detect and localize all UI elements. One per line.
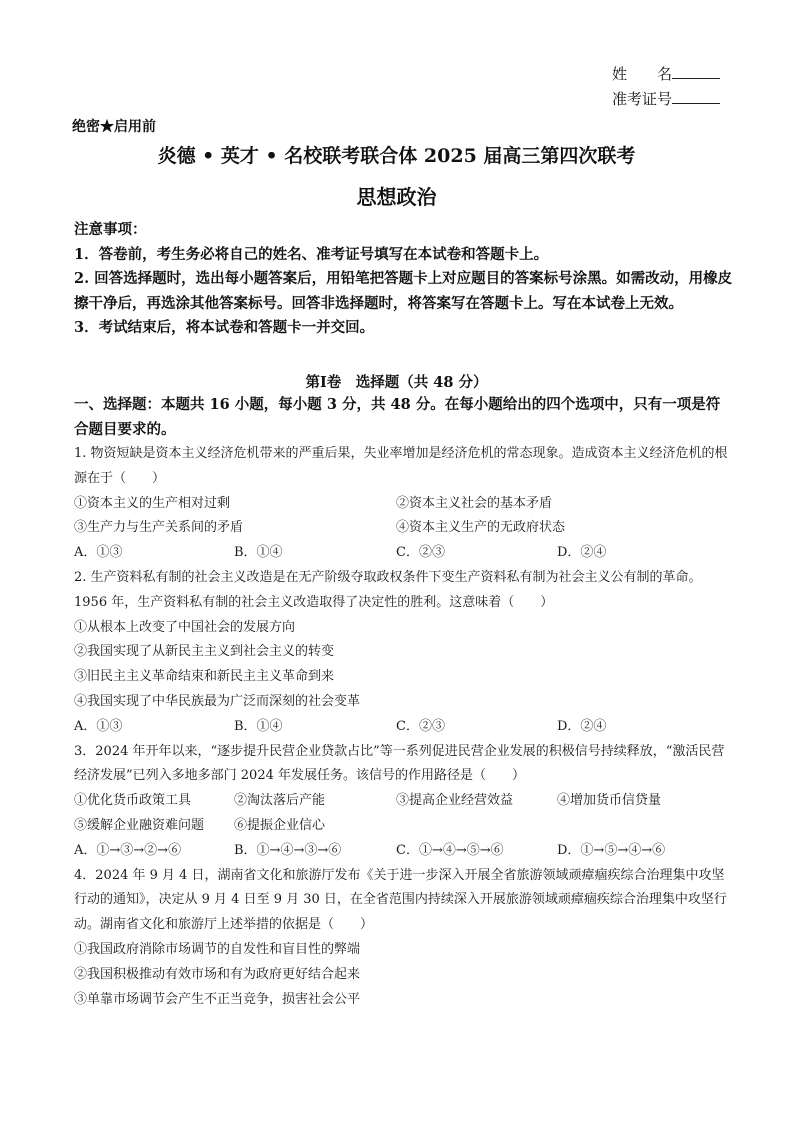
statement: ③生产力与生产关系间的矛盾 bbox=[74, 520, 244, 536]
section-instruction: 一、选择题：本题共 16 小题，每小题 3 分，共 48 分。在每小题给出的四个选项中，只有一项是符合题目要求的。 bbox=[74, 396, 721, 438]
confidential-label: 绝密★启用前 bbox=[72, 119, 156, 135]
choice-d[interactable]: D．①→⑤→④→⑥ bbox=[557, 842, 666, 858]
statement: ①我国政府消除市场调节的自发性和盲目性的弊端 bbox=[74, 941, 361, 957]
choice-b[interactable]: B．①④ bbox=[234, 718, 283, 734]
question-stem: 3．2024 年开年以来，“逐步提升民营企业贷款占比”等一系列促进民营企业发展的积极信号持续释放，“激活民营经济发展”已列入多地多部门 2024 年发展任务。该信号的作用路径是（ ） bbox=[74, 743, 725, 784]
question-3 bbox=[74, 740, 734, 864]
questions-list bbox=[74, 442, 734, 1012]
choice-row bbox=[74, 715, 734, 740]
notice-item-1: 1．答卷前，考生务必将自己的姓名、准考证号填写在本试卷和答题卡上。 bbox=[74, 245, 549, 263]
statement-row bbox=[74, 789, 734, 814]
statement: ③旧民主主义革命结束和新民主主义革命到来 bbox=[74, 669, 335, 685]
statement: ②淘汰落后产能 bbox=[234, 793, 326, 809]
choice-c[interactable]: C．②③ bbox=[396, 718, 445, 734]
statement: ①资本主义的生产相对过剩 bbox=[74, 495, 231, 511]
name-label: 姓 名 bbox=[612, 65, 673, 83]
statement: ①从根本上改变了中国社会的发展方向 bbox=[74, 619, 296, 635]
question-4 bbox=[74, 864, 734, 1013]
statement: ④我国实现了中华民族最为广泛而深刻的社会变革 bbox=[74, 693, 361, 709]
choice-row bbox=[74, 541, 734, 566]
statement: ③单靠市场调节会产生不正当竞争，损害社会公平 bbox=[74, 991, 361, 1007]
choice-c[interactable]: C．①→④→⑤→⑥ bbox=[396, 842, 504, 858]
ticket-number-field bbox=[612, 89, 720, 108]
subject-title: 思想政治 bbox=[356, 185, 437, 209]
name-blank bbox=[672, 64, 720, 79]
statement: ④增加货币信贷量 bbox=[557, 793, 662, 809]
choice-a[interactable]: A．①→③→②→⑥ bbox=[74, 842, 182, 858]
notice-item-2: 2. 回答选择题时，选出每小题答案后，用铅笔把答题卡上对应题目的答案标号涂黑。如需改动，用橡皮擦干净后，再选涂其他答案标号。回答非选择题时，将答案写在答题卡上。写在本试卷上无效。 bbox=[74, 270, 733, 312]
choice-a[interactable]: A．①③ bbox=[74, 718, 123, 734]
question-stem: 1. 物资短缺是资本主义经济危机带来的严重后果，失业率增加是经济危机的常态现象。造成资本主义经济危机的根源在于（ ） bbox=[74, 446, 728, 486]
question-1 bbox=[74, 442, 734, 566]
statement: ⑥提振企业信心 bbox=[234, 817, 326, 833]
choice-a[interactable]: A．①③ bbox=[74, 545, 123, 561]
statement: ①优化货币政策工具 bbox=[74, 793, 192, 809]
question-stem: 4．2024 年 9 月 4 日，湖南省文化和旅游厅发布《关于进一步深入开展全省旅游领域顽瘴痼疾综合治理集中攻坚行动的通知》，决定从 9 月 4 日至 9 月 30 日，在全省范围内持续深入开展旅游领域顽瘴痼疾综合治理集中攻坚行动。湖南省文化和旅游厅上述举措的依据是（ ） bbox=[74, 867, 727, 933]
choice-b[interactable]: B．①④ bbox=[234, 545, 283, 561]
notice-item-3: 3．考试结束后，将本试卷和答题卡一并交回。 bbox=[74, 319, 375, 336]
name-field bbox=[612, 64, 720, 83]
statement-row bbox=[74, 814, 734, 839]
statement: ⑤缓解企业融资难问题 bbox=[74, 817, 205, 833]
statement-row bbox=[74, 516, 734, 541]
choice-row bbox=[74, 839, 734, 864]
statement: ③提高企业经营效益 bbox=[396, 793, 514, 809]
choice-c[interactable]: C．②③ bbox=[396, 545, 445, 561]
statement: ②我国积极推动有效市场和有为政府更好结合起来 bbox=[74, 966, 361, 982]
notice-section bbox=[74, 218, 734, 341]
choice-d[interactable]: D．②④ bbox=[557, 545, 607, 561]
notice-heading: 注意事项： bbox=[74, 221, 147, 238]
ticket-number-label: 准考证号 bbox=[612, 90, 673, 108]
statement: ②我国实现了从新民主主义到社会主义的转变 bbox=[74, 644, 335, 660]
statement: ②资本主义社会的基本矛盾 bbox=[396, 495, 553, 511]
statement: ④资本主义生产的无政府状态 bbox=[396, 520, 566, 536]
question-2 bbox=[74, 566, 734, 740]
exam-title: 炎德 • 英才 • 名校联考联合体 2025 届高三第四次联考 bbox=[157, 145, 636, 167]
question-stem: 2. 生产资料私有制的社会主义改造是在无产阶级夺取政权条件下变生产资料私有制为社会主义公有制的革命。1956 年，生产资料私有制的社会主义改造取得了决定性的胜利。这意味着（ ） bbox=[74, 569, 702, 610]
section-heading: 第Ⅰ卷 选择题（共 48 分） bbox=[305, 374, 488, 391]
choice-b[interactable]: B．①→④→③→⑥ bbox=[234, 842, 342, 858]
statement-row bbox=[74, 492, 734, 517]
choice-d[interactable]: D．②④ bbox=[557, 718, 607, 734]
ticket-number-blank bbox=[672, 89, 720, 104]
